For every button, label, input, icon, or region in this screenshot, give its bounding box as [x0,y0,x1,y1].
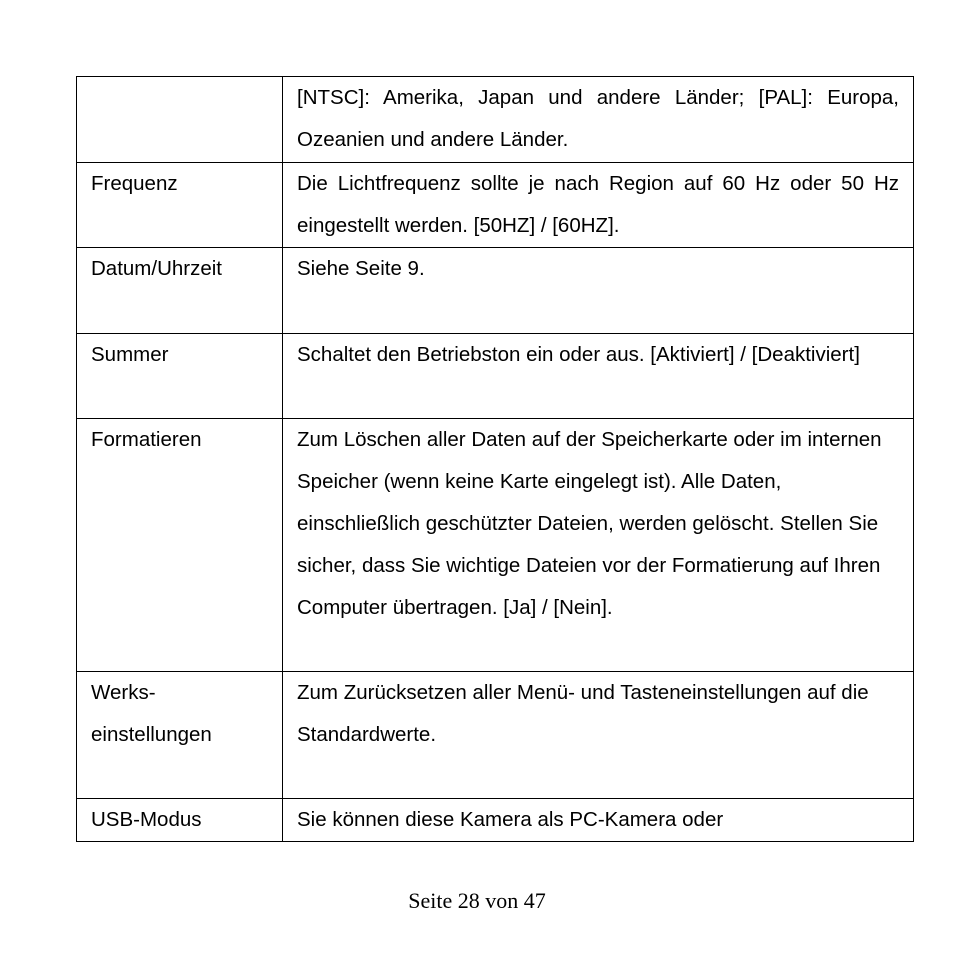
setting-label [77,163,283,248]
setting-label [77,334,283,419]
setting-description-text: Die Lichtfrequenz sollte je nach Region auf 60 Hz oder 50 Hz eingestellt werden. [50HZ] / [60HZ]. [297,172,899,237]
page-number: Seite 28 von 47 [408,888,546,913]
setting-label-text: Werks-einstellungen [91,681,212,746]
setting-description [283,419,914,672]
setting-label [77,799,283,842]
setting-description-text: [NTSC]: Amerika, Japan und andere Länder; [PAL]: Europa, Ozeanien und andere Länder. [297,86,899,151]
setting-label [77,672,283,799]
setting-label-text: Summer [91,343,169,366]
table-row [77,672,914,799]
table-row [77,419,914,672]
setting-description [283,248,914,334]
setting-description [283,163,914,248]
setting-label [77,419,283,672]
table-row [77,77,914,163]
setting-label [77,77,283,163]
setting-description [283,672,914,799]
setting-label-text: Datum/Uhrzeit [91,257,223,280]
setting-label-text: Formatieren [91,428,202,451]
setting-description [283,334,914,419]
setting-description-text: Zum Zurücksetzen aller Menü- und Tasteneinstellungen auf die Standardwerte. [297,681,869,746]
setting-label-text: USB-Modus [91,808,202,831]
setting-description [283,77,914,163]
setting-description-text: Siehe Seite 9. [297,257,425,280]
table-row [77,163,914,248]
setting-description [283,799,914,842]
setting-label [77,248,283,334]
setting-description-text: Schaltet den Betriebston ein oder aus. [Aktiviert] / [Deaktiviert] [297,343,860,366]
setting-description-text: Sie können diese Kamera als PC-Kamera oder [297,808,724,831]
table-row [77,334,914,419]
setting-description-text: Zum Löschen aller Daten auf der Speicherkarte oder im internen Speicher (wenn keine Karte eingelegt ist). Alle Daten, einschließlich geschützter Dateien, werden gelöscht. Stellen Sie sicher, dass Sie wichtige Dateien vor der Formatierung auf Ihren Computer übertragen. [Ja] / [Nein]. [297,428,882,619]
table-row [77,248,914,334]
table-row [77,799,914,842]
settings-table [76,76,914,842]
setting-label-text: Frequenz [91,172,178,195]
